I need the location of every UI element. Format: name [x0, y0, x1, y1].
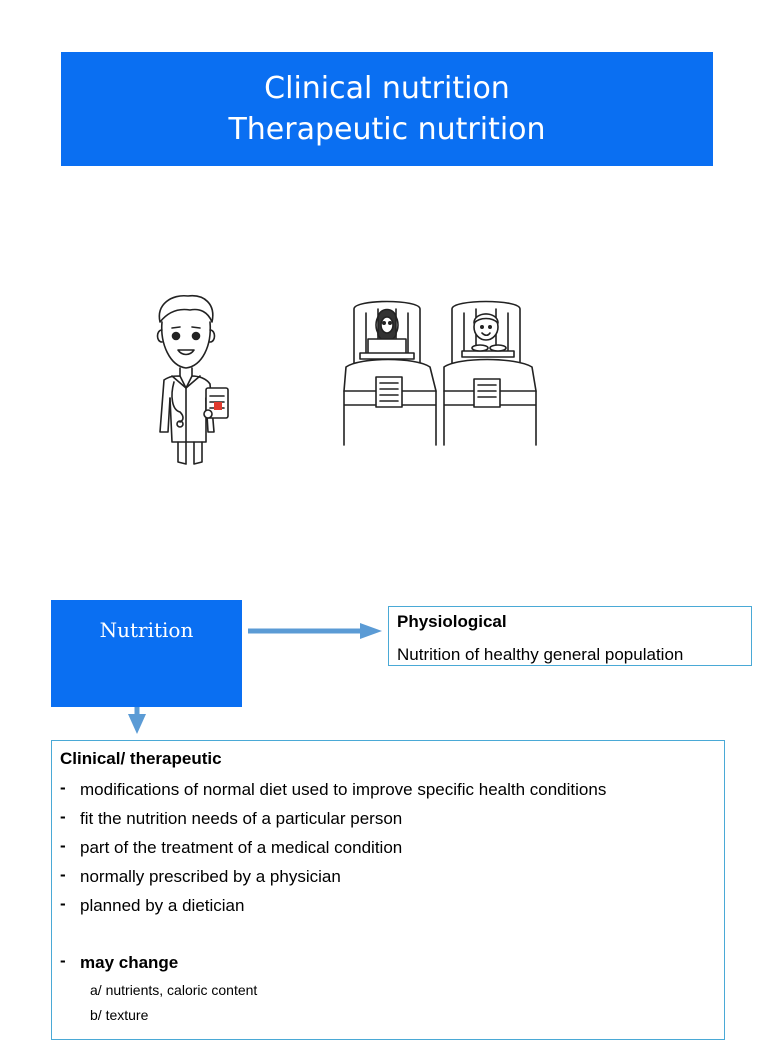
list-item: - fit the nutrition needs of a particular person	[60, 804, 716, 833]
physiological-text: Nutrition of healthy general population	[397, 645, 684, 664]
clinical-heading: Clinical/ therapeutic	[60, 749, 222, 768]
list-item: - part of the treatment of a medical condition	[60, 833, 716, 862]
list-item: - normally prescribed by a physician	[60, 862, 716, 891]
clinical-box	[51, 740, 725, 1040]
title-line-1: Clinical nutrition	[264, 71, 510, 106]
physiological-heading: Physiological	[397, 612, 507, 631]
list-item: - modifications of normal diet used to improve specific health conditions	[60, 775, 716, 804]
title-line-2: Therapeutic nutrition	[228, 112, 546, 147]
may-change-item: - may change	[60, 948, 716, 977]
arrow-right-icon	[248, 623, 382, 639]
nutrition-box	[51, 600, 242, 707]
sub-item: b/ texture	[90, 1007, 149, 1023]
clinical-list	[60, 775, 716, 977]
nutrition-label: Nutrition	[99, 618, 194, 642]
physiological-box	[388, 606, 752, 666]
sub-item: a/ nutrients, caloric content	[90, 982, 258, 998]
list-item: - planned by a dietician	[60, 891, 716, 920]
